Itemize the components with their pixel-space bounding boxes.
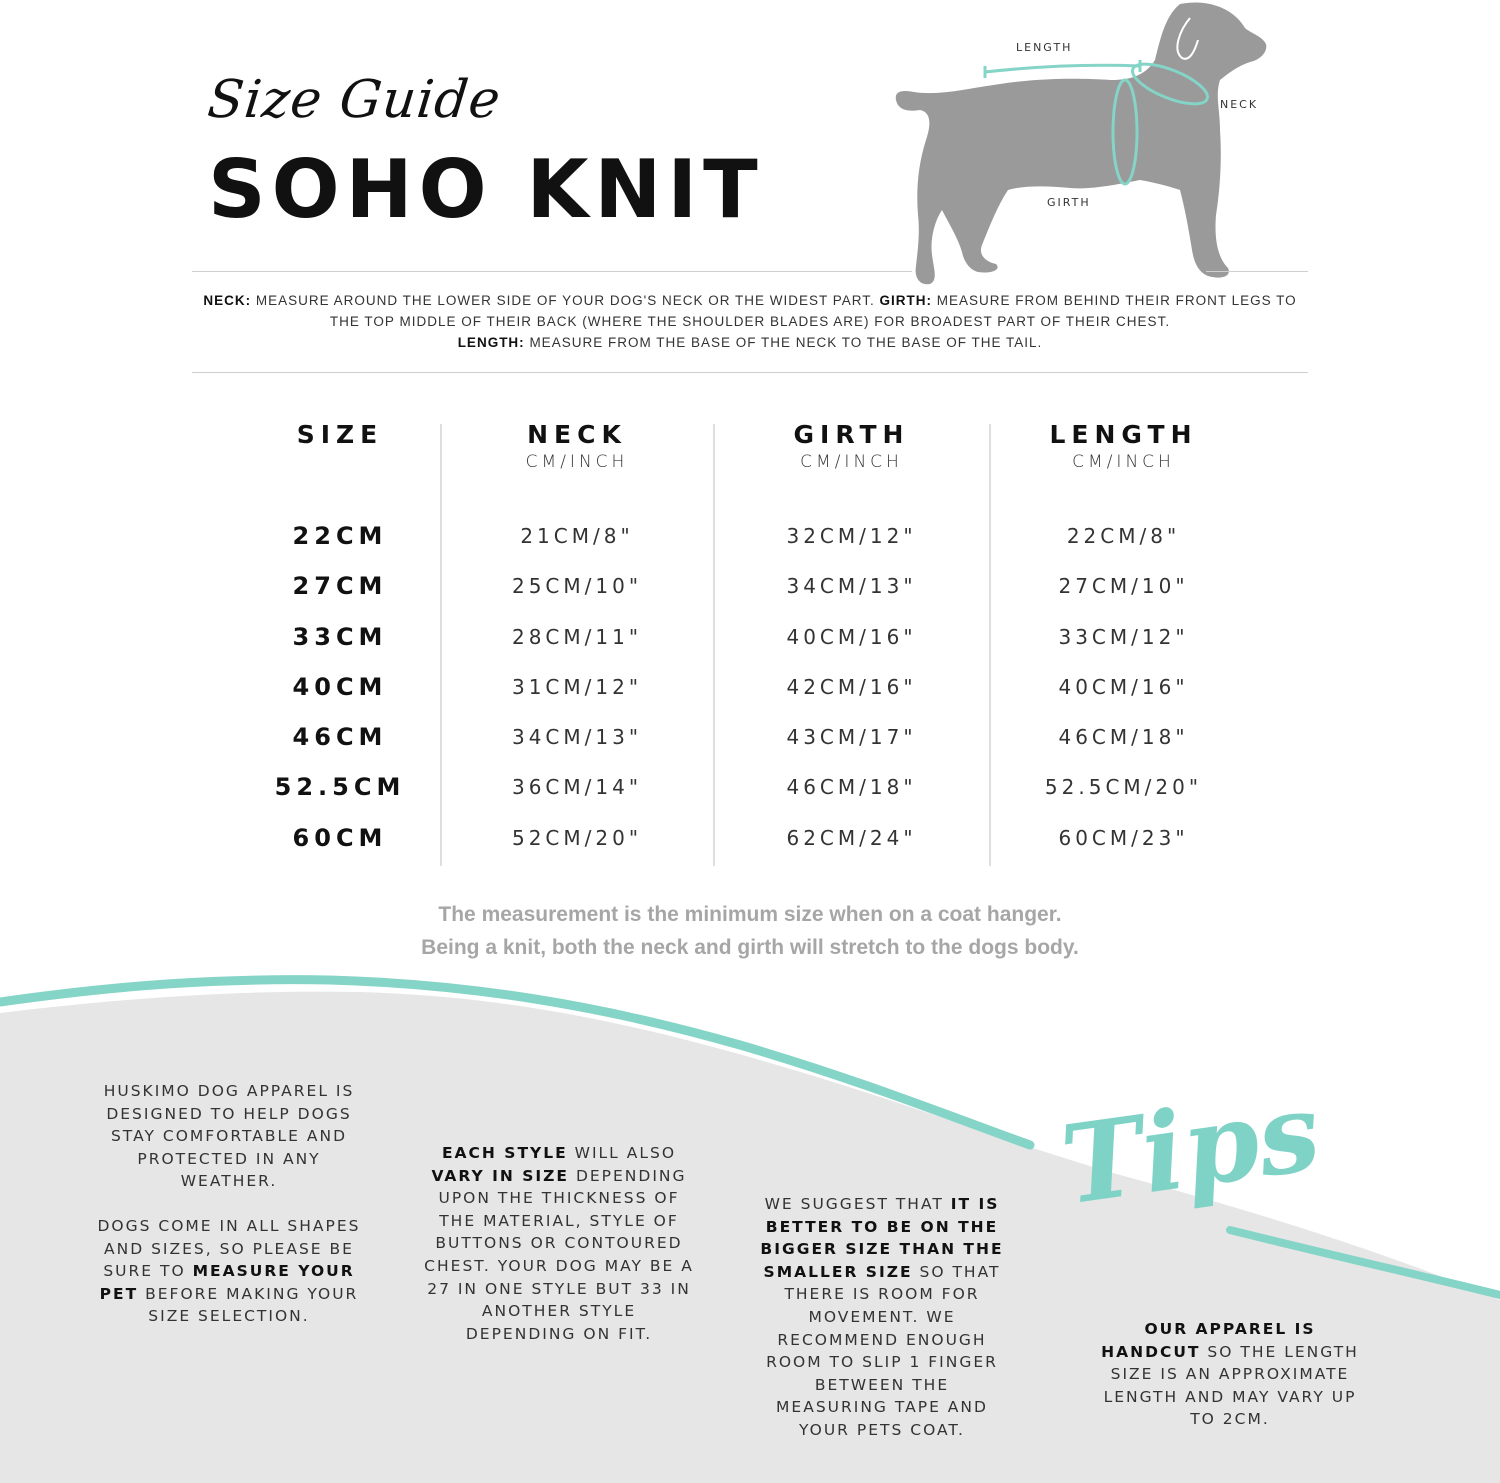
size-guide-script-title: Size Guide bbox=[204, 70, 504, 130]
diagram-label-girth: GIRTH bbox=[1047, 196, 1091, 209]
neck-column bbox=[442, 420, 712, 850]
length-column bbox=[991, 420, 1256, 850]
length-cell: 40CM/16" bbox=[1058, 674, 1189, 699]
girth-cell: 43CM/17" bbox=[786, 725, 917, 750]
neck-cells bbox=[442, 518, 712, 870]
column-unit-girth: CM/INCH bbox=[800, 452, 903, 472]
size-cells bbox=[240, 518, 440, 870]
neck-cell: 36CM/14" bbox=[511, 775, 643, 800]
size-cell: 40CM bbox=[292, 672, 388, 701]
tip-1-paragraph-1: HUSKIMO DOG APPAREL IS DESIGNED TO HELP DOGS STAY COMFORTABLE AND PROTECTED IN ANY WEATHER. bbox=[103, 1082, 355, 1191]
length-cell: 52.5CM/20" bbox=[1044, 775, 1203, 800]
length-cell: 27CM/10" bbox=[1058, 574, 1189, 599]
divider-bottom bbox=[192, 372, 1308, 373]
tip-1 bbox=[88, 1080, 370, 1350]
tip-2 bbox=[424, 1142, 694, 1345]
size-cell: 27CM bbox=[292, 572, 388, 601]
tip-1-emphasis: MEASURE YOUR PET bbox=[99, 1262, 355, 1303]
length-cell: 33CM/12" bbox=[1058, 624, 1189, 649]
tip-1-text-end: BEFORE MAKING YOUR SIZE SELECTION. bbox=[138, 1284, 359, 1326]
divider-top-right bbox=[1206, 271, 1308, 272]
girth-cells bbox=[715, 518, 988, 870]
girth-cell: 40CM/16" bbox=[786, 624, 917, 649]
neck-cell: 31CM/12" bbox=[511, 674, 643, 699]
column-header-length: LENGTH bbox=[1049, 420, 1198, 449]
neck-cell: 25CM/10" bbox=[511, 574, 643, 599]
length-cell: 60CM/23" bbox=[1058, 825, 1189, 850]
tip-2-emphasis-2: VARY IN SIZE bbox=[431, 1166, 570, 1185]
tip-2-text-1: WILL ALSO bbox=[567, 1144, 677, 1162]
length-instruction-text: MEASURE FROM THE BASE OF THE NECK TO THE BASE OF THE TAIL. bbox=[524, 335, 1043, 350]
product-title: SOHO KNIT bbox=[208, 143, 764, 236]
neck-cell: 28CM/11" bbox=[511, 624, 643, 649]
column-header-size: SIZE bbox=[296, 420, 384, 449]
girth-cell: 42CM/16" bbox=[786, 674, 917, 699]
size-table bbox=[240, 420, 1280, 865]
divider-top bbox=[192, 271, 912, 272]
size-column bbox=[240, 420, 440, 852]
knit-stretch-note bbox=[300, 898, 1200, 964]
neck-instruction-label: NECK: bbox=[203, 293, 252, 308]
girth-cell: 34CM/13" bbox=[786, 574, 917, 599]
length-cell: 22CM/8" bbox=[1066, 524, 1181, 548]
size-cell: 52.5CM bbox=[274, 773, 406, 802]
length-cell: 46CM/18" bbox=[1058, 725, 1189, 750]
diagram-label-neck: NECK bbox=[1220, 98, 1259, 111]
length-instruction-label: LENGTH: bbox=[457, 335, 525, 350]
tip-2-text-2: DEPENDING UPON THE THICKNESS OF THE MATERIAL, STYLE OF BUTTONS OR CONTOURED CHEST. YOUR DOG MAY BE A 27 IN ONE STYLE BUT 33 IN ANOTHER STYLE DEPENDING ON FIT. bbox=[424, 1166, 694, 1343]
measuring-instructions bbox=[192, 290, 1308, 353]
girth-instruction-label: GIRTH: bbox=[879, 293, 933, 308]
tip-2-emphasis-1: EACH STYLE bbox=[441, 1144, 568, 1162]
neck-cell: 21CM/8" bbox=[520, 524, 634, 548]
diagram-label-length: LENGTH bbox=[1016, 41, 1073, 54]
tip-3-text-2: SO THAT THERE IS ROOM FOR MOVEMENT. WE RECOMMEND ENOUGH ROOM TO SLIP 1 FINGER BETWEEN THE MEASURING TAPE AND YOUR PETS COAT. bbox=[766, 1262, 1001, 1439]
size-cell: 46CM bbox=[292, 723, 388, 752]
girth-column bbox=[715, 420, 988, 850]
tip-4 bbox=[1094, 1318, 1366, 1431]
size-cell: 33CM bbox=[292, 622, 388, 651]
tip-3-emphasis: IT IS BETTER TO BE ON THE BIGGER SIZE THAN THE SMALLER SIZE bbox=[760, 1195, 1004, 1281]
column-header-girth: GIRTH bbox=[793, 420, 910, 449]
girth-cell: 32CM/12" bbox=[786, 524, 917, 548]
girth-cell: 62CM/24" bbox=[786, 825, 917, 850]
neck-cell: 52CM/20" bbox=[511, 825, 643, 850]
note-line-1: The measurement is the minimum size when on a coat hanger. bbox=[438, 903, 1062, 926]
tip-4-text: SO THE LENGTH SIZE IS AN APPROXIMATE LENGTH AND MAY VARY UP TO 2CM. bbox=[1103, 1342, 1359, 1429]
tip-3-text-1: WE SUGGEST THAT bbox=[764, 1195, 951, 1213]
length-cells bbox=[991, 518, 1256, 870]
girth-cell: 46CM/18" bbox=[786, 775, 917, 800]
tips-heading: Tips bbox=[1054, 1068, 1328, 1230]
dog-measurement-diagram bbox=[890, 0, 1290, 290]
tip-3 bbox=[756, 1193, 1008, 1442]
column-header-neck: NECK bbox=[527, 420, 627, 449]
tip-4-emphasis: OUR APPAREL IS HANDCUT bbox=[1101, 1320, 1316, 1361]
neck-instruction-text: MEASURE AROUND THE LOWER SIDE OF YOUR DOG'S NECK OR THE WIDEST PART. bbox=[251, 293, 880, 308]
girth-instruction-text: MEASURE FROM BEHIND THEIR FRONT LEGS TO THE TOP MIDDLE OF THEIR BACK (WHERE THE SHOULDER BLADES ARE) FOR BROADEST PART OF THEIR CHEST. bbox=[329, 293, 1297, 329]
column-unit-neck: CM/INCH bbox=[525, 452, 629, 472]
neck-cell: 34CM/13" bbox=[511, 725, 643, 750]
column-unit-length: CM/INCH bbox=[1072, 452, 1175, 472]
note-line-2: Being a knit, both the neck and girth will stretch to the dogs body. bbox=[421, 936, 1079, 959]
tip-1-paragraph-2 bbox=[88, 1215, 370, 1328]
dog-silhouette-icon bbox=[890, 0, 1290, 290]
size-cell: 60CM bbox=[292, 823, 388, 852]
size-cell: 22CM bbox=[292, 522, 388, 550]
tip-1-text: DOGS COME IN ALL SHAPES AND SIZES, SO PLEASE BE SURE TO bbox=[97, 1216, 361, 1281]
